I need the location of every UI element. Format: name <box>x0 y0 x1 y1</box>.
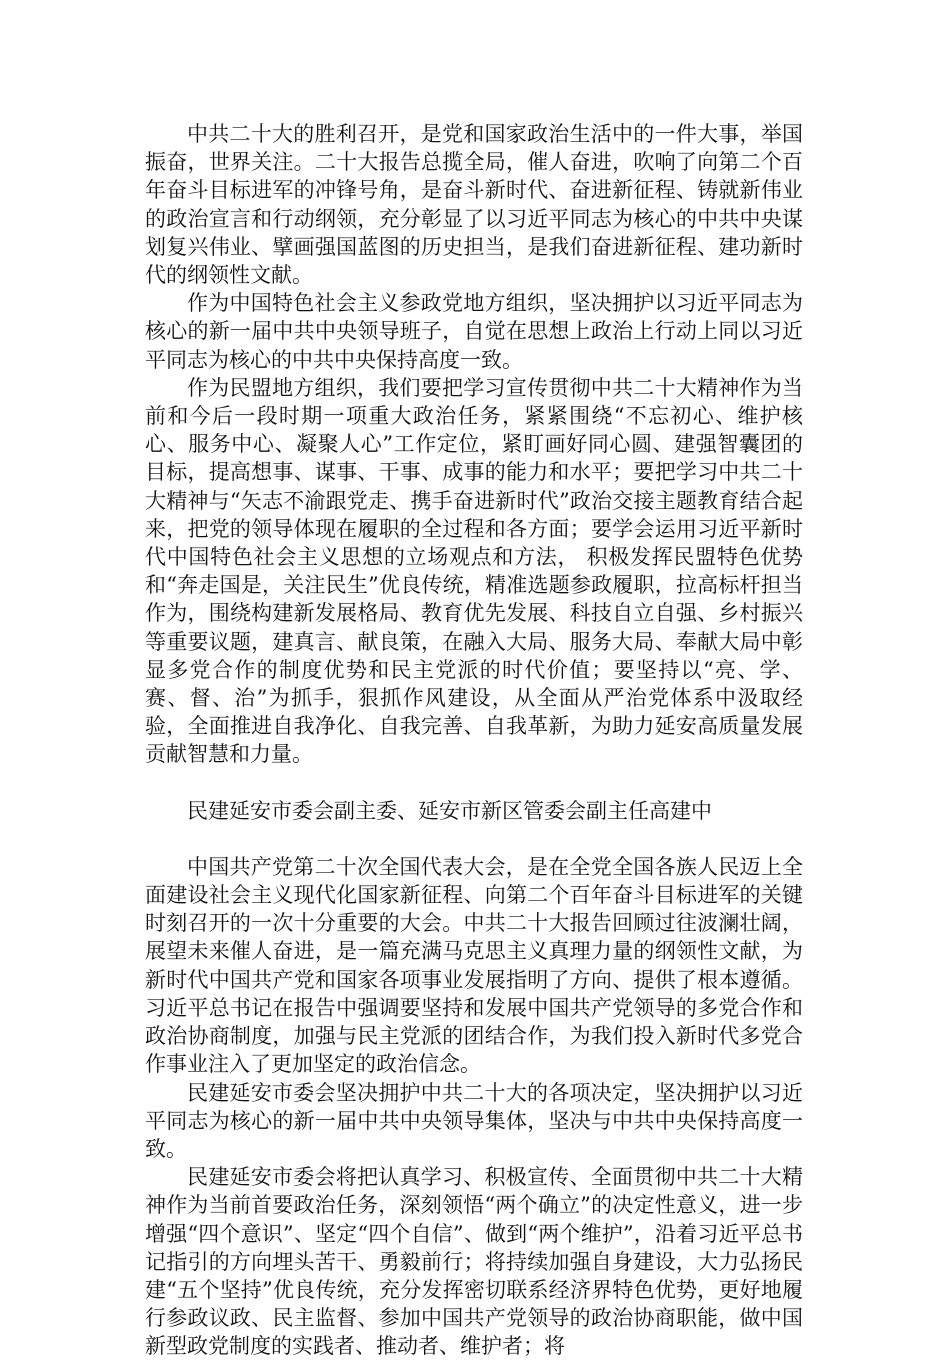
paragraph-4: 中国共产党第二十次全国代表大会，是在全党全国各族人民迈上全面建设社会主义现代化国家新征程、向第二个百年奋斗目标进军的关键时刻召开的一次十分重要的大会。中共二十大报告回顾过往波澜壮阔，展望未来催人奋进，是一篇充满马克思主义真理力量的纲领性文献，为新时代中国共产党和国家各项事业发展指明了方向、提供了根本遵循。习近平总书记在报告中强调要坚持和发展中国共产党领导的多党合作和政治协商制度，加强与民主党派的团结合作，为我们投入新时代多党合作事业注入了更加坚定的政治信念。 <box>145 854 803 1077</box>
author-signature-line: 民建延安市委会副主委、延安市新区管委会副主任高建中 <box>187 798 712 823</box>
paragraph-3: 作为民盟地方组织，我们要把学习宣传贯彻中共二十大精神作为当前和今后一段时期一项重大政治任务，紧紧围绕“不忘初心、维护核心、服务中心、凝聚人心”工作定位，紧盯画好同心圆、建强智囊团的目标，提高想事、谋事、干事、成事的能力和水平；要把学习中共二十大精神与“矢志不渝跟党走、携手奋进新时代”政治交接主题教育结合起来，把党的领导体现在履职的全过程和各方面；要学会运用习近平新时代中国特色社会主义思想的立场观点和方法， 积极发挥民盟特色优势和“奔走国是，关注民生”优良传统，精准选题参政履职，拉高标杆担当作为，围绕构建新发展格局、教育优先发展、科技自立自强、乡村振兴等重要议题，建真言、献良策，在融入大局、服务大局、奉献大局中彰显多党合作的制度优势和民主党派的时代价值；要坚持以“亮、学、赛、督、治”为抓手，狠抓作风建设，从全面从严治党体系中汲取经验，全面推进自我净化、自我完善、自我革新，为助力延安高质量发展贡献智慧和力量。 <box>145 375 803 767</box>
paragraph-2: 作为中国特色社会主义参政党地方组织，坚决拥护以习近平同志为核心的新一届中共中央领导班子，自觉在思想上政治上行动上同以习近平同志为核心的中共中央保持高度一致。 <box>145 291 803 372</box>
paragraph-6: 民建延安市委会将把认真学习、积极宣传、全面贯彻中共二十大精神作为当前首要政治任务，深刻领悟“两个确立”的决定性意义，进一步增强“四个意识”、坚定“四个自信”、做到“两个维护”，沿着习近平总书记指引的方向埋头苦干、勇毅前行；将持续加强自身建设，大力弘扬民建“五个坚持”优良传统，充分发挥密切联系经济界特色优势，更好地履行参政议政、民主监督、参加中国共产党领导的政治协商职能，做中国新型政党制度的实践者、推动者、维护者；将 <box>145 1165 803 1359</box>
paragraph-1: 中共二十大的胜利召开，是党和国家政治生活中的一件大事，举国振奋，世界关注。二十大报告总揽全局，催人奋进，吹响了向第二个百年奋斗目标进军的冲锋号角，是奋斗新时代、奋进新征程、铸就新伟业的政治宣言和行动纲领，充分彰显了以习近平同志为核心的中共中央谋划复兴伟业、擘画强国蓝图的历史担当，是我们奋进新征程、建功新时代的纲领性文献。 <box>145 122 803 288</box>
paragraph-5: 民建延安市委会坚决拥护中共二十大的各项决定，坚决拥护以习近平同志为核心的新一届中共中央领导集体，坚决与中共中央保持高度一致。 <box>145 1080 803 1161</box>
document-body <box>145 120 803 1361</box>
